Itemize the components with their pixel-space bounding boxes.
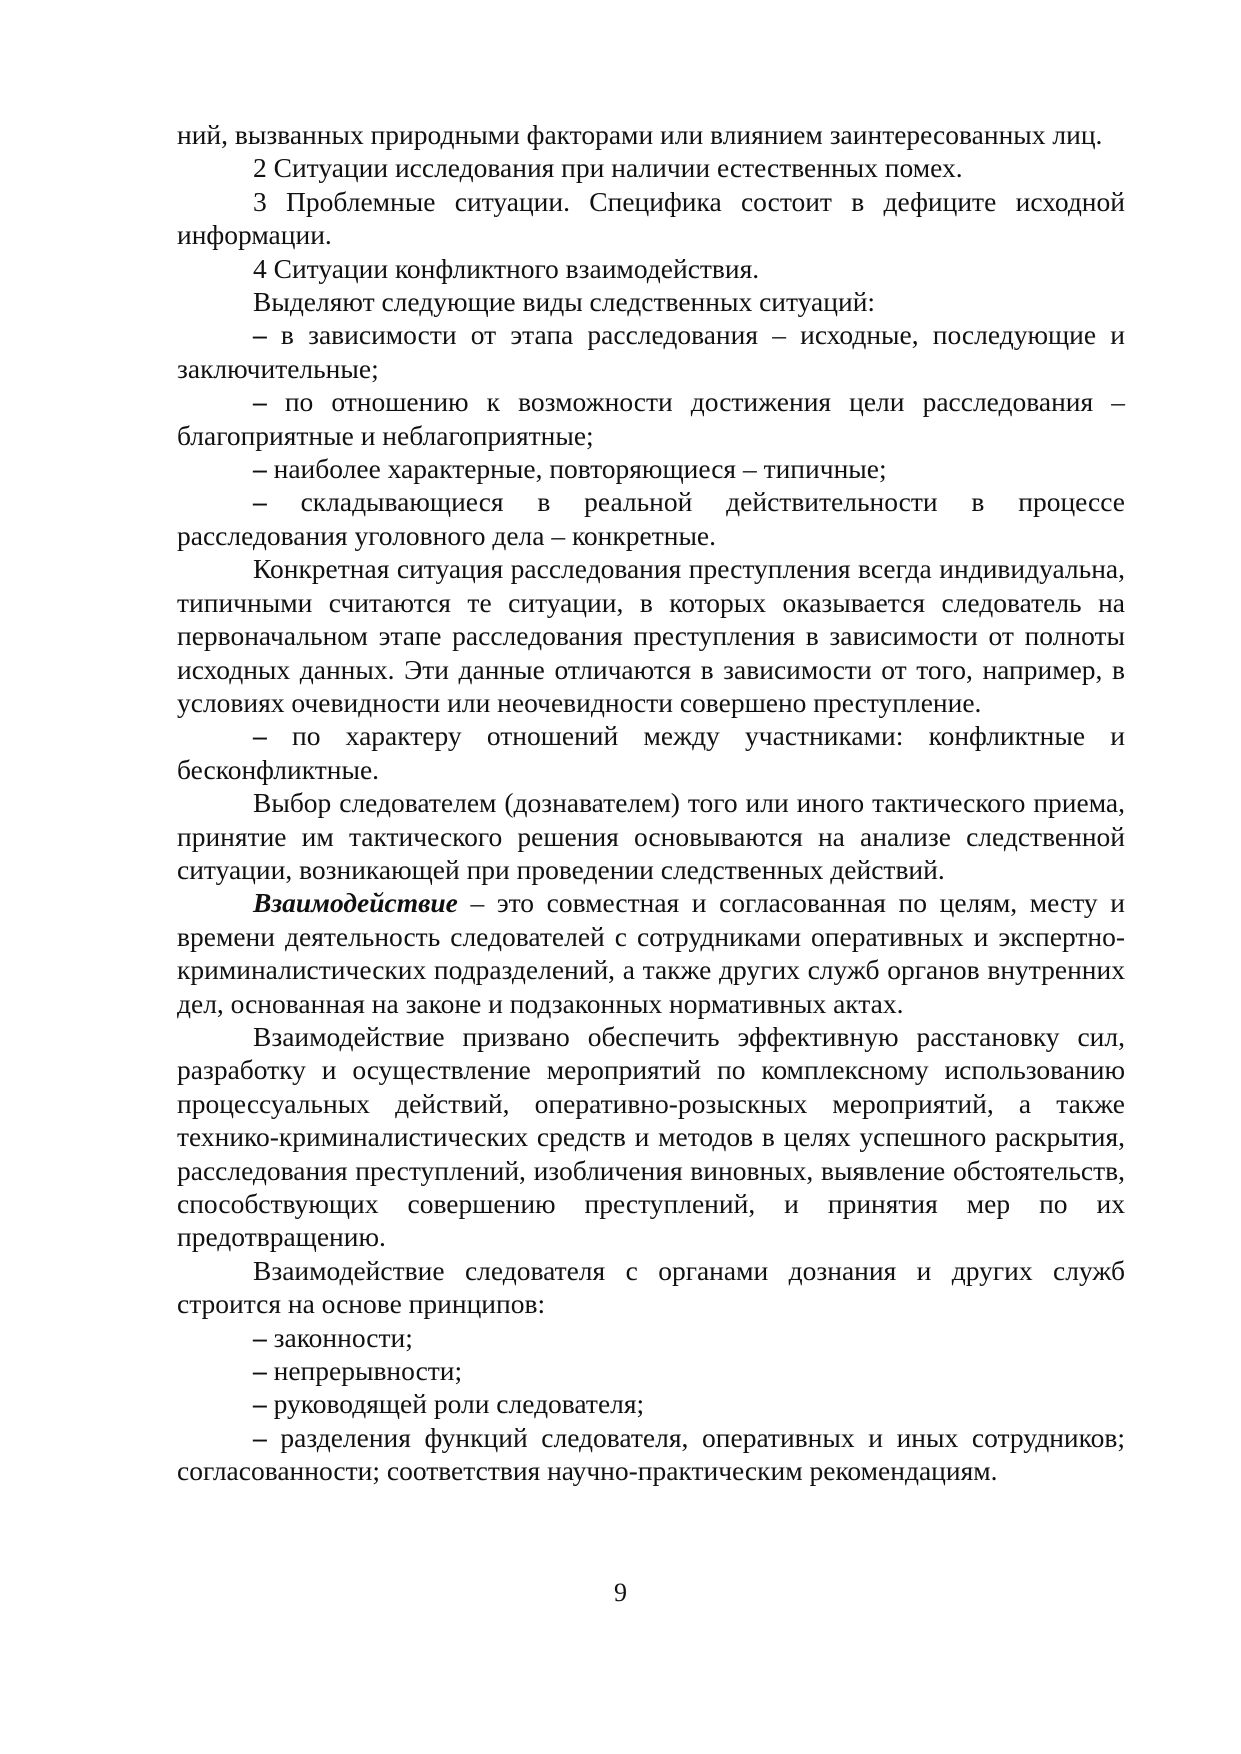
- list-item-text: по характеру отношений между участниками: конфликтные и бесконфликтные.: [177, 720, 1125, 785]
- list-item-text: наиболее характерные, повторяющиеся – типичные;: [266, 453, 887, 485]
- list-item-continuity: [177, 1354, 1125, 1387]
- list-dash: –: [253, 720, 267, 752]
- paragraph-situation-3: 3 Проблемные ситуации. Специфика состоит в дефиците исходной информации.: [177, 185, 1125, 251]
- list-item-text: в зависимости от этапа расследования – исходные, последующие и заключительные;: [177, 319, 1125, 384]
- list-item-text: руководящей роли следователя;: [266, 1388, 645, 1420]
- list-item-text: складывающиеся в реальной действительности в процессе расследования уголовного дела – конкретные.: [177, 486, 1125, 551]
- paragraph-principles-intro: Взаимодействие следователя с органами дознания и других служб строится на основе принципов:: [177, 1254, 1125, 1320]
- list-item-goal: [177, 385, 1125, 452]
- list-item-text: законности;: [266, 1321, 413, 1353]
- list-item-legality: [177, 1321, 1125, 1354]
- list-item-typical: [177, 452, 1125, 485]
- list-item-text: по отношению к возможности достижения цели расследования – благоприятные и неблагоприятные;: [177, 386, 1125, 451]
- list-dash: –: [253, 386, 267, 418]
- list-item-text: разделения функций следователя, оперативных и иных сотрудников; согласованности; соответствия научно-практическим рекомендациям.: [177, 1421, 1125, 1487]
- list-item-leading-role: [177, 1387, 1125, 1420]
- page-number: 9: [614, 1578, 627, 1607]
- list-dash: –: [253, 1355, 267, 1387]
- paragraph-types-intro: Выделяют следующие виды следственных ситуаций:: [253, 286, 876, 318]
- list-item-concrete: [177, 485, 1125, 552]
- list-item-relations: [177, 719, 1125, 786]
- list-dash: –: [253, 319, 267, 351]
- list-dash: –: [253, 453, 267, 485]
- defined-term: Взаимодействие: [253, 887, 458, 919]
- list-dash: –: [253, 486, 267, 518]
- paragraph-interaction-purpose: Взаимодействие призвано обеспечить эффективную расстановку сил, разработку и осуществление мероприятий по комплексному использованию процессуальных действий, оперативно-розыскных мероприятий, а также технико-криминалистических средств и методов в целях успешного раскрытия, расследования преступлений, изобличения виновных, выявление обстоятельств, способствующих совершению преступлений, и принятия мер по их предотвращению.: [177, 1020, 1125, 1253]
- list-item-division: [177, 1421, 1125, 1488]
- list-dash: –: [253, 1388, 267, 1420]
- paragraph-situation-2: 2 Ситуации исследования при наличии естественных помех.: [253, 152, 963, 184]
- list-dash: –: [253, 1421, 267, 1453]
- paragraph-continuation: ний, вызванных природными факторами или влиянием заинтересованных лиц.: [177, 119, 1103, 150]
- paragraph-tactical-choice: Выбор следователем (дознавателем) того или иного тактического приема, принятие им тактического решения основываются на анализе следственной ситуации, возникающей при проведении следственных действий.: [177, 787, 1125, 885]
- document-page: [177, 118, 1125, 1488]
- list-item-text: непрерывности;: [266, 1355, 463, 1387]
- list-dash: –: [253, 1321, 267, 1353]
- paragraph-concrete-situation: Конкретная ситуация расследования преступления всегда индивидуальна, типичными считаются те ситуации, в которых оказывается следователь на первоначальном этапе расследования преступления в зависимости от полноты исходных данных. Эти данные отличаются в зависимости от того, например, в условиях очевидности или неочевидности совершено преступление.: [177, 553, 1125, 718]
- list-item-stage: [177, 318, 1125, 385]
- paragraph-interaction-definition: [177, 886, 1125, 1020]
- paragraph-situation-4: 4 Ситуации конфликтного взаимодействия.: [253, 252, 760, 284]
- definition-text: – это совместная и согласованная по целям, месту и времени деятельность следователей с сотрудниками оперативных и экспертно-криминалистических подразделений, а также других служб органов внутренних дел, основанная на законе и подзаконных нормативных актах.: [177, 887, 1125, 1019]
